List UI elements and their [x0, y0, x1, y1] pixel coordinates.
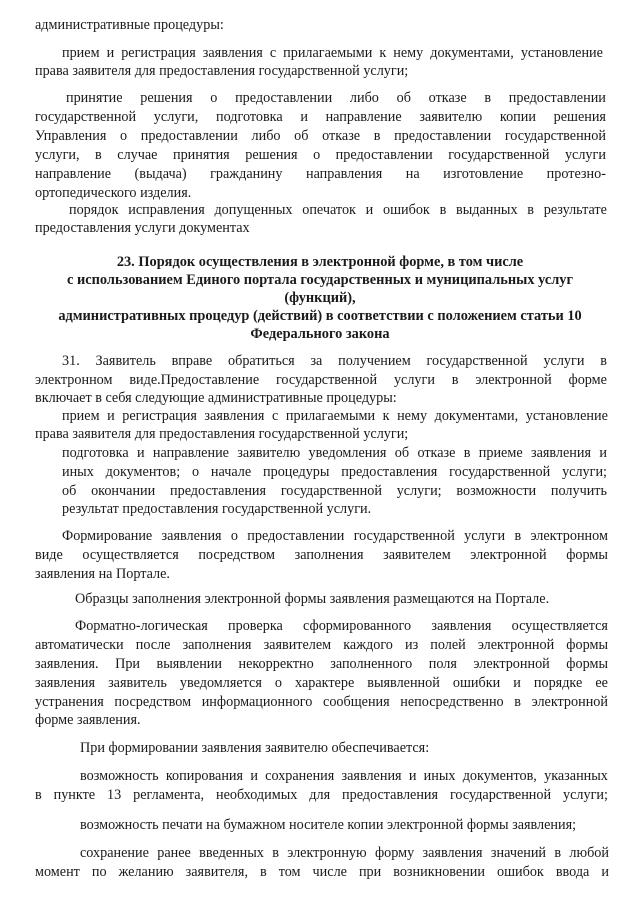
- text-line: возможность копирования и сохранения заявления и иных документов, указанных: [80, 768, 608, 784]
- text-line: предоставления услуги документах: [35, 220, 250, 236]
- text-line: в пункте 13 регламента, необходимых для предоставления государственной услуги;: [35, 787, 608, 803]
- text-line: 31. Заявитель вправе обратиться за получением государственной услуги в: [62, 353, 607, 369]
- text-line: направление (выдача) гражданину направления на изготовление протезно-: [35, 166, 606, 182]
- section-heading: административных процедур (действий) в соответствии с положением статьи 10: [58, 308, 582, 324]
- text-line: Образцы заполнения электронной формы заявления размещаются на Портале.: [75, 591, 550, 607]
- text-line: принятие решения о предоставлении либо об отказе в предоставлении: [66, 90, 606, 106]
- text-line: При формировании заявления заявителю обеспечивается:: [80, 740, 430, 756]
- text-line: форме заявления.: [35, 712, 141, 728]
- text-line: виде осуществляется посредством заполнения заявителем электронной формы: [35, 547, 608, 563]
- text-line: прием и регистрация заявления с прилагаемыми к нему документами, установление: [62, 45, 603, 61]
- text-line: устранения посредством информационного сообщения непосредственно в электронной: [35, 694, 608, 710]
- text-line: Формирование заявления о предоставлении государственной услуги в электронном: [62, 528, 608, 544]
- section-heading: 23. Порядок осуществления в электронной форме, в том числе: [116, 254, 524, 270]
- text-line: права заявителя для предоставления государственной услуги;: [35, 426, 409, 442]
- text-line: электронном виде.Предоставление государственной услуги в электронной форме: [35, 372, 607, 388]
- section-heading: с использованием Единого портала государственных и муниципальных услуг: [67, 272, 573, 288]
- text-line: прием и регистрация заявления с прилагаемыми к нему документами, установление: [62, 408, 608, 424]
- text-line: об окончании предоставления государственной услуги; возможности получить: [62, 483, 607, 499]
- text-line: Форматно-логическая проверка сформированного заявления осуществляется: [75, 618, 608, 634]
- text-line: иных документов; о начале процедуры предоставления государственной услуги;: [62, 464, 607, 480]
- text-line: права заявителя для предоставления государственной услуги;: [35, 63, 409, 79]
- text-line: сохранение ранее введенных в электронную форму заявления значений в любой: [80, 845, 609, 861]
- text-line: ортопедического изделия.: [35, 185, 192, 201]
- text-line: момент по желанию заявителя, в том числе при возникновении ошибок ввода и: [35, 864, 609, 880]
- text-line: заявления на Портале.: [35, 566, 170, 582]
- text-line: заявления. При выявлении некорректно заполненного поля электронной формы: [35, 656, 608, 672]
- text-line: услуги, в случае принятия решения о предоставлении государственной услуги: [35, 147, 606, 163]
- text-line: государственной услуги, подготовка и направление заявителю копии решения: [35, 109, 606, 125]
- text-line: Управления о предоставлении либо об отказе в предоставлении государственной: [35, 128, 606, 144]
- text-line: заявления заявитель уведомляется о характере выявленной ошибки и порядке ее: [35, 675, 608, 691]
- text-line: порядок исправления допущенных опечаток и ошибок в выданных в результате: [69, 202, 607, 218]
- text-line: административные процедуры:: [35, 17, 224, 33]
- text-line: включает в себя следующие административные процедуры:: [35, 390, 397, 406]
- section-heading: Федерального закона: [250, 326, 390, 342]
- text-line: результат предоставления государственной услуги.: [62, 501, 372, 517]
- section-heading: (функций),: [284, 290, 356, 306]
- text-line: подготовка и направление заявителю уведомления об отказе в приеме заявления и: [62, 445, 607, 461]
- text-line: автоматически после заполнения заявителем каждого из полей электронной формы: [35, 637, 608, 653]
- text-line: возможность печати на бумажном носителе копии электронной формы заявления;: [80, 817, 577, 833]
